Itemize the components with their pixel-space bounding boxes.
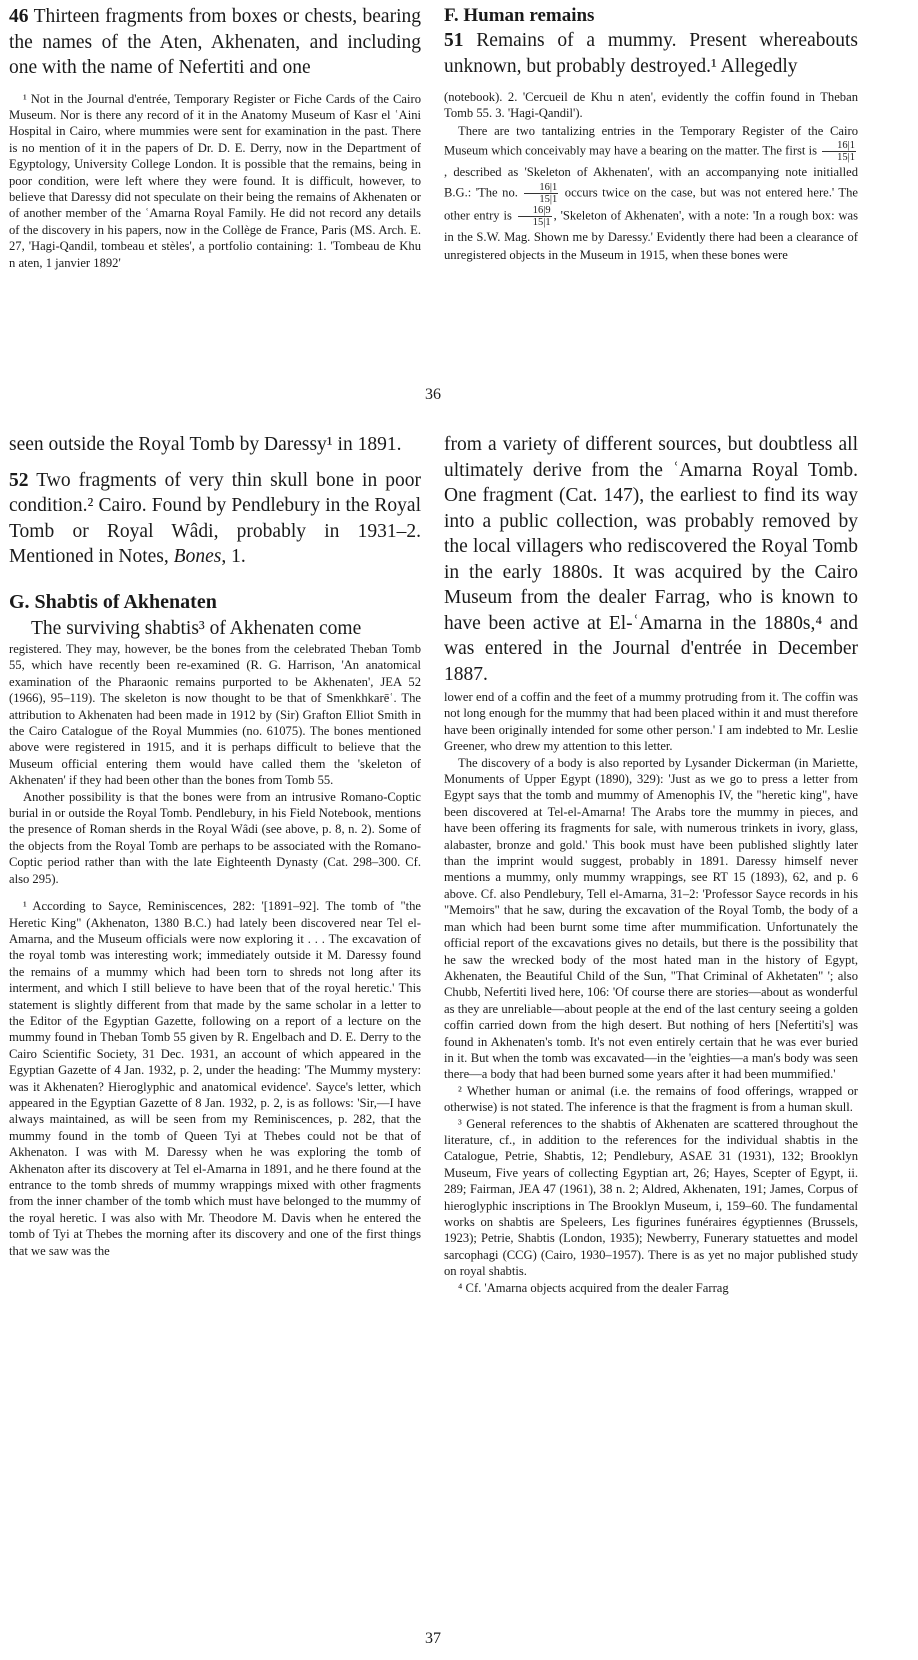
footnote-continuation: (notebook). 2. 'Cercueil de Khu n aten', evidently the coffin found in Theban Tomb 55. 3. 'Hagi-Qandil'). — [444, 90, 858, 121]
entry-text: Two fragments of very thin skull bone in poor condition.² Cairo. Found by Pendlebury in the Royal Tomb or Royal Wâdi, probably in 1931–2. Mentioned in Notes, — [9, 469, 421, 567]
catalogue-entry-51 — [444, 28, 858, 79]
fraction-bottom: 15|1 — [837, 152, 855, 164]
footnote-1-sayce: ¹ According to Sayce, Reminiscences, 282: '[1891–92]. The tomb of "the Heretic King" (Akhenaton, 1380 B.C.) had lately been discovered near Tel el-Amarna, and the Museum officials were now exploring it . . . The excavation of the royal tomb was interesting work; immediately outside it M. Daressy found the remains of a mummy which had been torn to shreds not long after its interment, and which I still believe to have been that of the royal heretic.' This statement is slightly different from that made by the same scholar in a letter to the Editor of the Egyptian Gazette, following on a report of a lecture on the mummy found in Theban Tomb 55 given by R. Engelbach and D. E. Derry to the Cairo Scientific Society, 31 Dec. 1931, an account of which appeared in the Egyptian Gazette of 4 Jan. 1932, p. 2, under the heading: 'The Mummy mystery: was it Akhenaten? Hieroglyphic and anatomical evidence'. Sayce's letter, which appeared in the Egyptian Gazette of 8 Jan. 1932, p. 2, is as follows: 'Sir,—I have always maintained, as will be seen from my Reminiscences, p. 282, that the mummy found in the tomb of Queen Tyi at Thebes could not be that of Akhenaton. I was with M. Daressy when he was exploring the tomb of Akhenaton after its discovery at Tel el-Amarna in 1891, and he there found at the entrance to the tomb shreds of mummy wrappings mixed with other fragments from the inner chamber of the tomb which must have belonged to the mummy of the royal heretic. I was also with Mr. Theodore M. Davis when he entered the tomb of Tyi at Thebes the morning after its discovery and one of the first things that we saw was the — [9, 899, 421, 1258]
dickerman-note: The discovery of a body is also reported by Lysander Dickerman (in Mariette, Monuments of Upper Egypt (1890), 329): 'Just as we go to press a letter from Egypt says that the tomb and mummy of Amenophis IV, the "heretic king", have been discovered at Tel-el-Amarna! The Arabs tore the mummy in pieces, and have been offering its fragments for sale, with numerous trinkets in ivory, glass, alabaster, bronze and gold.' This book must have been published slightly later than the imprint would suggest, probably in 1891. Daressy himself never mentions a mummy, only mummy wrappings, see RT 15 (1893), 62, and p. 6 above. Cf. also Pendlebury, Tell el-Amarna, 31–2: 'Professor Sayce records in his "Memoirs" that he saw, during the excavation of the Royal Tomb, the body of a man which had been burnt some time after mummification. Unfortunately the official report of the excavations gives no details, but there is the possibility that he saw the wrecked body of the most hated man in the history of Egypt, Akhenaten, the Beautiful Child of the Sun, "That Criminal of Akhetaten" '; also Chubb, Nefertiti lived here, 106: 'Of course there are stories—about as wonderful as they are unreliable—about people at the end of the last century seeing a golden coffin carried down from the high desert. But nothing of hers [Nefertiti's] was found in Akhenaten's tomb. It's not even entirely certain that he was ever buried in it. But when the tomb was excavated—in the 'eighties—a man's body was seen there—a body that had been burned some years after it had been mummified.' — [444, 755, 858, 1082]
page37-left-column — [9, 432, 421, 1259]
paragraph-text: , described as 'Skeleton of Akhenaten', with an accompanying note initialled B.G.: 'The no. — [444, 165, 858, 200]
page37-right-column — [444, 432, 858, 1296]
register-number-fraction — [518, 205, 552, 228]
page36-right-column — [444, 4, 858, 265]
entry-text-italic: Bones — [173, 546, 222, 567]
footnote-4: ⁴ Cf. 'Amarna objects acquired from the dealer Farrag — [458, 1280, 729, 1295]
footnote-1: ¹ Not in the Journal d'entrée, Temporary Register or Fiche Cards of the Cairo Museum. Nor is there any record of it in the Anatomy Museum of Kasr el ʿAini Hospital in Cairo, where mummies were sent for examination in the past. There is no mention of it in the papers of Dr. D. E. Derry, now in the Department of Egyptology, University College London. It is possible that the remains, being in poor condition, were left where they were found. It is difficult, however, to believe that Daressy did not speculate on their being the remains of Akhenaten or of another member of the ʿAmarna Royal Family. He did not record any details of the discovery in his papers, now in the Collège de France, Paris (MS. Arch. E. 27, 'Hagi-Qandil, tombeau et stèles', a portfolio containing: 1. 'Tombeau de Khu n aten, 1 janvier 1892' — [9, 91, 421, 270]
catalogue-entry-46 — [9, 4, 421, 81]
fraction-top: 16|1 — [822, 140, 856, 152]
continued-note-text: registered. They may, however, be the bones from the celebrated Theban Tomb 55, which have recently been re-examined (R. G. Harrison, 'An anatomical examination of the Pharaonic remains purported to be Akhenaten', JEA 52 (1966), 95–119). The skeleton is now thought to be that of Smenkhkarēʿ. The attribution to Akhenaten had been made in 1912 by (Sir) Grafton Elliot Smith in the Cairo Catalogue of the Royal Mummies (no. 61075). The bones mentioned above were registered in 1915, and it is perhaps difficult to believe that the Museum official entering them would have called them the 'skeleton of Akhenaten' if they had been other than the bones from Tomb 55. — [9, 642, 421, 788]
register-number-fraction — [822, 140, 856, 163]
entry-number: 52 — [9, 469, 29, 491]
shabtis-body-text: from a variety of different sources, but doubtless all ultimately derive from the ʿAmarna Royal Tomb. One fragment (Cat. 147), the earliest to find its way into a public collection, was probably removed by the local villagers who rediscovered the Royal Tomb in the early 1880s. It was acquired by the Cairo Museum from the dealer Farrag, who is known to have been active at El-ʿAmarna in the 1880s,⁴ and was entered in the Journal d'entrée in December 1887. — [444, 434, 858, 685]
section-heading-shabtis: G. Shabtis of Akhenaten — [9, 590, 217, 613]
fraction-bottom: 15|1 — [539, 193, 558, 205]
shabtis-intro: The surviving shabtis³ of Akhenaten come — [31, 617, 362, 639]
catalogue-entry-52 — [9, 468, 421, 570]
footnote-3: ³ General references to the shabtis of Akhenaten are scattered throughout the literature, cf., in addition to the references for the individual shabtis in the Catalogue, Petrie, Shabtis, 12; Pendlebury, ASAE 31 (1931), 132; Brooklyn Museum, Five years of collecting Egyptian art, 26; Hayes, Scepter of Egypt, ii. 289; Fairman, JEA 47 (1961), 38 n. 2; Aldred, Akhenaten, 191; James, Corpus of hieroglyphic inscriptions in The Brooklyn Museum, i, 159–60. The fundamental works on shabtis are Speleers, Les figurines funéraires égyptiennes (Brussels, 1923); Petrie, Shabtis (London, 1935); Newberry, Funerary statuettes and model sarcophagi (CCG) (Cairo, 1930–1957). There is as yet no major published study on royal shabtis. — [444, 1116, 858, 1279]
continued-note-text: lower end of a coffin and the feet of a mummy protruding from it. The coffin was not long enough for the mummy that had been placed within it and must therefore have been originally intended for some other person.' I am indebted to Mr. Leslie Greener, who drew my attention to this letter. — [444, 690, 858, 754]
entry-number: 46 — [9, 6, 29, 27]
register-number-fraction — [524, 182, 558, 205]
fraction-top: 16|9 — [518, 205, 552, 217]
paragraph-text: There are two tantalizing entries in the Temporary Register of the Cairo Museum which conceivably may have a bearing on the matter. The first is — [444, 123, 858, 158]
page36-left-column — [9, 4, 421, 271]
page-number-37: 37 — [425, 1630, 441, 1647]
fraction-bottom: 15|1 — [532, 216, 551, 228]
entry-number: 51 — [444, 30, 464, 51]
entry-text: Remains of a mummy. Present whereabouts unknown, but probably destroyed.¹ Allegedly — [444, 30, 858, 77]
continued-note-text-2: Another possibility is that the bones were from an intrusive Romano-Coptic burial in or outside the Royal Tomb. Pendlebury, in his Field Notebook, mentions the presence of Roman sherds in the Royal Wâdi (see above, p. 8, n. 2). Some of the objects from the Royal Tomb are perhaps to be associated with the Romano-Coptic period rather than with the late Eighteenth Dynasty (Cat. 298–300. Cf. also 295). — [9, 789, 421, 886]
paragraph-text: occurs twice on the case, but was not entered here.' The other entry is — [444, 185, 858, 223]
entry-text: , 1. — [221, 546, 246, 567]
entry-51-continuation: seen outside the Royal Tomb by Daressy¹ in 1891. — [9, 434, 402, 455]
page-number-36: 36 — [425, 386, 441, 403]
paragraph-text: , 'Skeleton of Akhenaten', with a note: 'In a rough box: was in the S.W. Mag. Shown me by Daressy.' Evidently there had been a clearance of unregistered objects in the Museum in 1915, when these bones were — [444, 208, 859, 263]
fraction-top: 16|1 — [524, 182, 558, 194]
entry-text: Thirteen fragments from boxes or chests, bearing the names of the Aten, Akhenaten, and including one with the name of Nefertiti and one — [9, 6, 421, 78]
footnote-2: ² Whether human or animal (i.e. the remains of food offerings, wrapped or otherwise) is not stated. The inference is that the fragment is from a human skull. — [444, 1083, 858, 1115]
register-entries-paragraph — [444, 122, 858, 265]
section-heading-human-remains: F. Human remains — [444, 5, 595, 26]
